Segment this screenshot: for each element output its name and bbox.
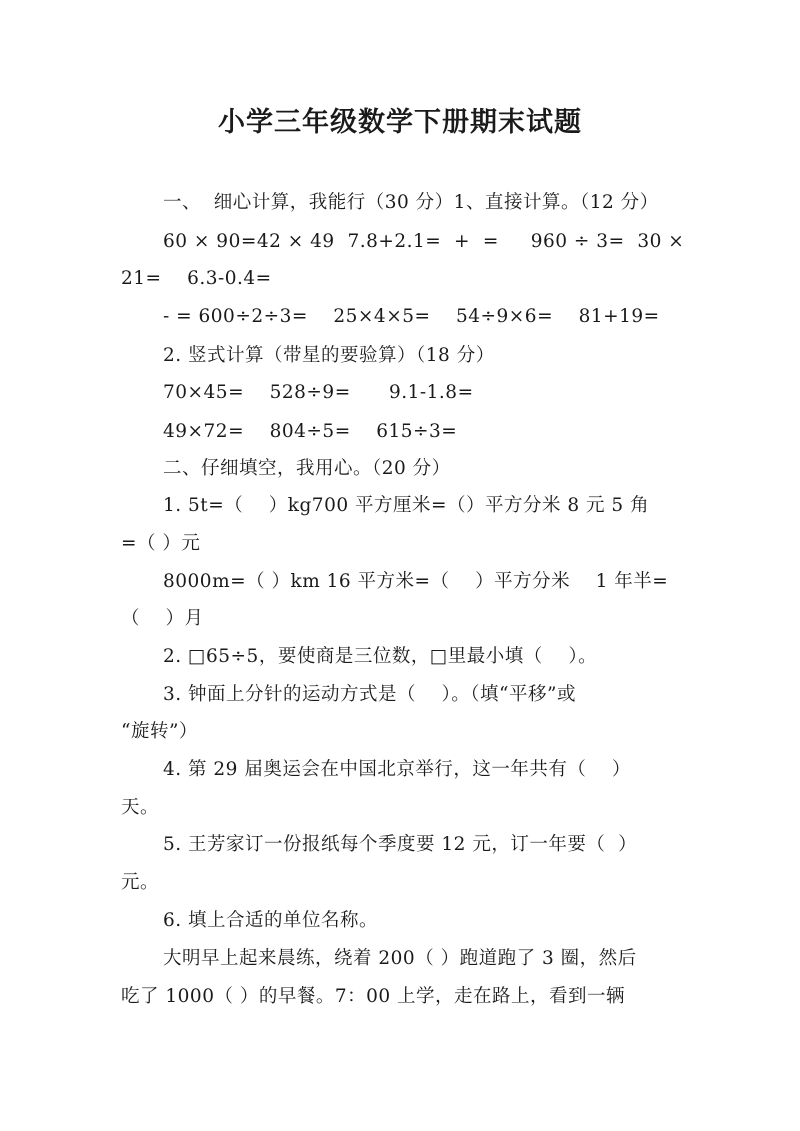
question-line: 1. 5t=（ ）kg700 平方厘米=（）平方分米 8 元 5 角 [163,495,650,516]
section-two-heading: 二、仔细填空，我用心。（20 分） [163,458,451,479]
question-line: 天。 [121,797,160,818]
question-line: 3. 钟面上分针的运动方式是（ ）。（填“平移”或 [163,684,576,705]
page-title: 小学三年级数学下册期末试题 [218,107,582,138]
calc-line: 70×45= 528÷9= 9.1-1.8= [163,382,474,403]
question-line: 5. 王芳家订一份报纸每个季度要 12 元，订一年要（ ） [163,834,638,855]
question-line: 4. 第 29 届奥运会在中国北京举行，这一年共有（ ） [163,759,631,780]
question-line: =（ ）元 [121,533,201,554]
question-line: （ ）月 [121,608,204,629]
calc-line: 49×72= 804÷5= 615÷3= [163,421,458,442]
calc-line: 60 × 90=42 × 49 7.8+2.1= + = 960 ÷ 3= 30 × [163,231,685,252]
paragraph-line: 吃了 1000（ ）的早餐。7：00 上学，走在路上，看到一辆 [121,986,626,1007]
calc-line: - = 600÷2÷3= 25×4×5= 54÷9×6= 81+19= [163,306,660,327]
question-line: 6. 填上合适的单位名称。 [163,910,379,931]
question-line: 元。 [121,872,160,893]
calc-line: 21= 6.3-0.4= [121,268,272,289]
section-one-heading: 一、 细心计算，我能行（30 分）1、直接计算。（12 分） [163,192,659,213]
question-line: 8000m=（ ）km 16 平方米=（ ）平方分米 1 年半= [163,571,669,592]
paragraph-line: 大明早上起来晨练，绕着 200（ ）跑道跑了 3 圈，然后 [163,948,637,969]
question-line: “旋转”） [121,721,198,742]
question-line: 2. □65÷5，要使商是三位数，□里最小填（ ）。 [163,646,598,667]
vertical-calc-heading: 2. 竖式计算（带星的要验算）（18 分） [163,345,495,366]
